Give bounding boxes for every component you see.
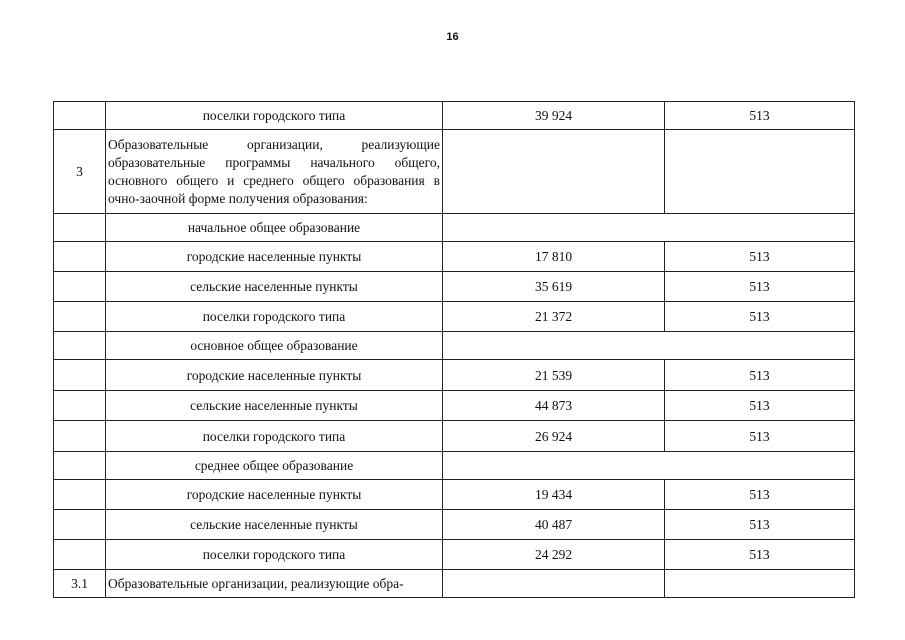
subheader-cell: начальное общее образование xyxy=(106,214,443,242)
table-row xyxy=(54,242,855,272)
coefficient-cell: 513 xyxy=(665,510,855,540)
coefficient-cell: 513 xyxy=(665,102,855,130)
row-number-cell xyxy=(54,214,106,242)
coefficient-cell: 513 xyxy=(665,242,855,272)
coefficient-cell: 513 xyxy=(665,360,855,391)
table-body xyxy=(54,102,855,598)
amount-cell: 21 372 xyxy=(443,302,665,332)
amount-cell: 39 924 xyxy=(443,102,665,130)
table-row xyxy=(54,272,855,302)
table-row xyxy=(54,421,855,452)
row-number-cell xyxy=(54,242,106,272)
coefficient-cell: 513 xyxy=(665,272,855,302)
row-label-cell: городские населенные пункты xyxy=(106,480,443,510)
row-number-cell xyxy=(54,510,106,540)
amount-cell: 26 924 xyxy=(443,421,665,452)
row-label-cell: сельские населенные пункты xyxy=(106,510,443,540)
table-row xyxy=(54,102,855,130)
amount-cell xyxy=(443,570,665,598)
row-number-cell: 3.1 xyxy=(54,570,106,598)
amount-cell: 19 434 xyxy=(443,480,665,510)
section-description-cell: Образовательные организации, реализующие образовательные программы начального общего, основного общего и среднего общего образования в очно-заочной форме получения образования: xyxy=(106,130,443,214)
table-row xyxy=(54,302,855,332)
amount-cell: 40 487 xyxy=(443,510,665,540)
table-row xyxy=(54,540,855,570)
coefficient-cell: 513 xyxy=(665,421,855,452)
table-row xyxy=(54,510,855,540)
row-label-cell: поселки городского типа xyxy=(106,302,443,332)
empty-merged-cell xyxy=(443,452,855,480)
coefficient-cell: 513 xyxy=(665,540,855,570)
empty-merged-cell xyxy=(443,214,855,242)
row-label-cell: сельские населенные пункты xyxy=(106,391,443,421)
row-number-cell xyxy=(54,452,106,480)
row-number-cell: 3 xyxy=(54,130,106,214)
table-row xyxy=(54,570,855,598)
row-label-cell: сельские населенные пункты xyxy=(106,272,443,302)
subheader-cell: среднее общее образование xyxy=(106,452,443,480)
empty-merged-cell xyxy=(443,332,855,360)
coefficient-cell: 513 xyxy=(665,480,855,510)
row-label-cell: городские населенные пункты xyxy=(106,242,443,272)
row-number-cell xyxy=(54,272,106,302)
amount-cell xyxy=(443,130,665,214)
row-number-cell xyxy=(54,360,106,391)
row-number-cell xyxy=(54,302,106,332)
subheader-cell: основное общее образование xyxy=(106,332,443,360)
row-number-cell xyxy=(54,480,106,510)
row-number-cell xyxy=(54,540,106,570)
row-number-cell xyxy=(54,421,106,452)
coefficient-cell xyxy=(665,130,855,214)
coefficient-cell: 513 xyxy=(665,391,855,421)
row-label-cell: городские населенные пункты xyxy=(106,360,443,391)
table-row xyxy=(54,480,855,510)
row-label-cell: поселки городского типа xyxy=(106,102,443,130)
amount-cell: 21 539 xyxy=(443,360,665,391)
row-number-cell xyxy=(54,391,106,421)
table-row xyxy=(54,391,855,421)
amount-cell: 24 292 xyxy=(443,540,665,570)
table-row xyxy=(54,332,855,360)
row-number-cell xyxy=(54,332,106,360)
amount-cell: 44 873 xyxy=(443,391,665,421)
table-row xyxy=(54,130,855,214)
amount-cell: 17 810 xyxy=(443,242,665,272)
table-row xyxy=(54,452,855,480)
coefficient-cell xyxy=(665,570,855,598)
table-row xyxy=(54,214,855,242)
row-label-cell: поселки городского типа xyxy=(106,421,443,452)
table-row xyxy=(54,360,855,391)
row-number-cell xyxy=(54,102,106,130)
page-number: 16 xyxy=(446,31,459,43)
coefficient-cell: 513 xyxy=(665,302,855,332)
funding-table xyxy=(53,101,855,598)
section-description-cell: Образовательные организации, реализующие обра- xyxy=(106,570,443,598)
amount-cell: 35 619 xyxy=(443,272,665,302)
row-label-cell: поселки городского типа xyxy=(106,540,443,570)
